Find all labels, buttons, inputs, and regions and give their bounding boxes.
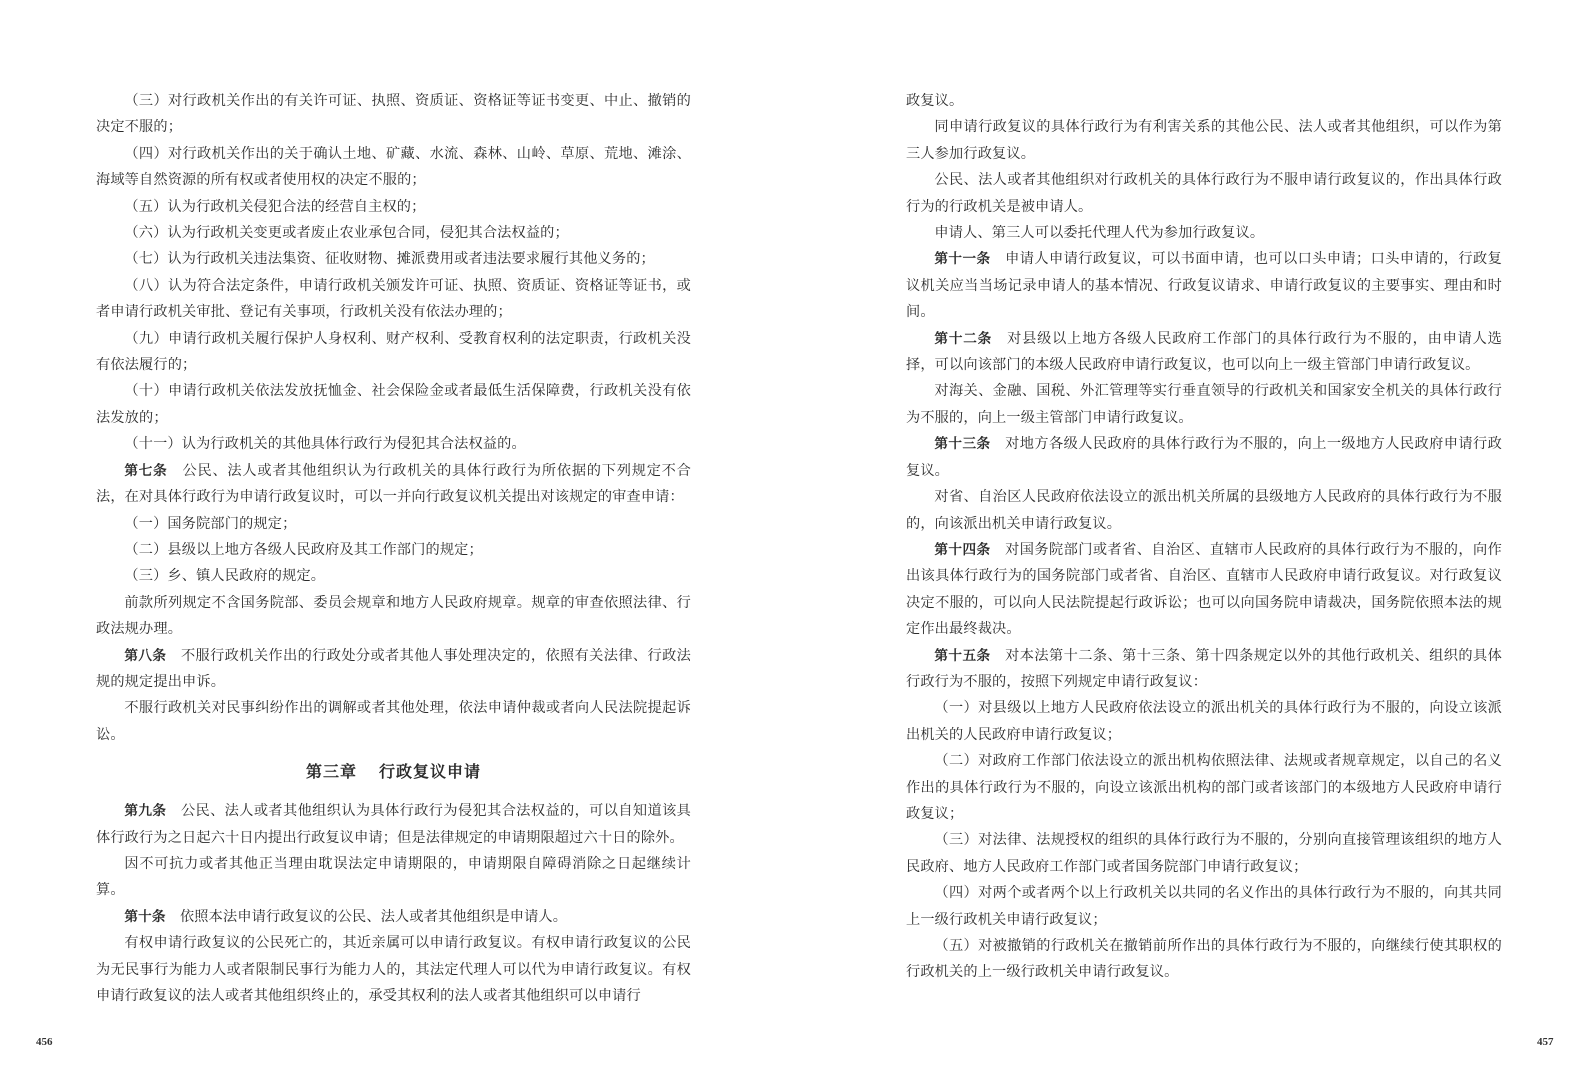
paragraph-text: 对海关、金融、国税、外汇管理等实行垂直领导的行政机关和国家安全机关的具体行政行为不服的，向上一级主管部门申请行政复议。 [906, 383, 1502, 426]
article-number: 第八条 [124, 647, 167, 664]
paragraph [96, 537, 691, 563]
paragraph-text: （十一）认为行政机关的其他具体行政行为侵犯其合法权益的。 [124, 436, 526, 453]
paragraph [96, 695, 691, 748]
right-page [906, 88, 1502, 986]
paragraph [906, 643, 1502, 696]
paragraph-text: 不服行政机关作出的行政处分或者其他人事处理决定的，依照有关法律、行政法规的规定提出申诉。 [96, 647, 692, 690]
article-number: 第七条 [124, 462, 168, 479]
paragraph-text: （一）国务院部门的规定； [124, 515, 297, 532]
paragraph-text: 对国务院部门或者省、自治区、直辖市人民政府的具体行政行为不服的，向作出该具体行政行为的国务院部门或者省、自治区、直辖市人民政府申请行政复议。对行政复议决定不服的，可以向人民法院提起行政诉讼；也可以向国务院申请裁决，国务院依照本法的规定作出最终裁决。 [906, 541, 1502, 638]
paragraph-text: （二）县级以上地方各级人民政府及其工作部门的规定； [124, 541, 483, 558]
paragraph [906, 933, 1502, 986]
paragraph [906, 695, 1502, 748]
paragraph-text: （九）申请行政机关履行保护人身权利、财产权利、受教育权利的法定职责，行政机关没有依法履行的； [96, 330, 691, 374]
article-number: 第十四条 [934, 541, 991, 558]
article-number: 第十三条 [934, 436, 991, 453]
paragraph [906, 827, 1502, 880]
paragraph-text: （十）申请行政机关依法发放抚恤金、社会保险金或者最低生活保障费，行政机关没有依法发放的； [96, 383, 691, 426]
paragraph-text: 公民、法人或者其他组织对行政机关的具体行政行为不服申请行政复议的，作出具体行政行为的行政机关是被申请人。 [906, 172, 1502, 215]
paragraph-text: （二）对政府工作部门依法设立的派出机构依照法律、法规或者规章规定，以自己的名义作出的具体行政行为不服的，向设立该派出机构的部门或者该部门的本级地方人民政府申请行政复议； [906, 753, 1502, 822]
paragraph-text: （四）对两个或者两个以上行政机关以共同的名义作出的具体行政行为不服的，向其共同上一级行政机关申请行政复议； [906, 885, 1502, 928]
paragraph-text: （四）对行政机关作出的关于确认土地、矿藏、水流、森林、山岭、草原、荒地、滩涂、海域等自然资源的所有权或者使用权的决定不服的； [96, 145, 691, 189]
paragraph-text: 对地方各级人民政府的具体行政行为不服的，向上一级地方人民政府申请行政复议。 [906, 436, 1502, 479]
paragraph [96, 378, 691, 431]
article-number: 第十五条 [934, 647, 991, 664]
paragraph [96, 798, 691, 851]
article-number: 第十二条 [934, 330, 993, 347]
chapter-title: 行政复议申请 [379, 762, 482, 782]
page-number-right: 457 [1537, 1036, 1554, 1048]
paragraph-text: （六）认为行政机关变更或者废止农业承包合同，侵犯其合法权益的； [124, 225, 569, 242]
paragraph-text: 对省、自治区人民政府依法设立的派出机关所属的县级地方人民政府的具体行政行为不服的，向该派出机关申请行政复议。 [906, 489, 1502, 532]
paragraph-text: 公民、法人或者其他组织认为具体行政行为侵犯其合法权益的，可以自知道该具体行政行为之日起六十日内提出行政复议申请；但是法律规定的申请期限超过六十日的除外。 [96, 803, 692, 846]
paragraph [906, 114, 1502, 167]
paragraph-text: （八）认为符合法定条件，申请行政机关颁发许可证、执照、资质证、资格证等证书，或者申请行政机关审批、登记有关事项，行政机关没有依法办理的； [96, 277, 691, 321]
paragraph-text: 对县级以上地方各级人民政府工作部门的具体行政行为不服的，由申请人选择，可以向该部门的本级人民政府申请行政复议，也可以向上一级主管部门申请行政复议。 [906, 330, 1502, 374]
paragraph [96, 326, 691, 379]
chapter-number: 第三章 [305, 762, 357, 782]
paragraph [96, 458, 691, 511]
paragraph-text: 申请人、第三人可以委托代理人代为参加行政复议。 [934, 225, 1265, 242]
paragraph [906, 378, 1502, 431]
paragraph [906, 537, 1502, 643]
paragraph [96, 194, 691, 220]
paragraph [906, 246, 1502, 325]
paragraph [96, 851, 691, 904]
article-number: 第十条 [124, 908, 166, 925]
left-body-part-1 [96, 88, 691, 748]
article-number: 第九条 [124, 803, 167, 820]
paragraph-text: （三）乡、镇人民政府的规定。 [124, 568, 326, 585]
paragraph-text: 申请人申请行政复议，可以书面申请，也可以口头申请；口头申请的，行政复议机关应当当场记录申请人的基本情况、行政复议请求、申请行政复议的主要事实、理由和时间。 [906, 251, 1502, 321]
paragraph [96, 141, 691, 194]
paragraph [906, 167, 1502, 220]
right-body [906, 88, 1502, 986]
paragraph-text: 同申请行政复议的具体行政行为有利害关系的其他公民、法人或者其他组织，可以作为第三人参加行政复议。 [906, 119, 1502, 162]
article-number: 第十一条 [934, 251, 991, 268]
paragraph [906, 88, 1502, 114]
paragraph-text: 公民、法人或者其他组织认为行政机关的具体行政行为所依据的下列规定不合法，在对具体行政行为申请行政复议时，可以一并向行政复议机关提出对该规定的审查申请： [96, 462, 691, 506]
paragraph [906, 431, 1502, 484]
paragraph-text: 不服行政机关对民事纠纷作出的调解或者其他处理，依法申请仲裁或者向人民法院提起诉讼。 [96, 700, 691, 743]
paragraph-text: 有权申请行政复议的公民死亡的，其近亲属可以申请行政复议。有权申请行政复议的公民为无民事行为能力人或者限制民事行为能力人的，其法定代理人可以代为申请行政复议。有权申请行政复议的法人或者其他组织终止的，承受其权利的法人或者其他组织可以申请行 [96, 935, 691, 1004]
paragraph [96, 563, 691, 589]
paragraph [96, 590, 691, 643]
paragraph [96, 643, 691, 696]
paragraph [96, 88, 691, 141]
page-number-left: 456 [36, 1036, 53, 1048]
paragraph-text: （五）认为行政机关侵犯合法的经营自主权的； [124, 198, 426, 215]
paragraph [906, 748, 1502, 827]
paragraph [906, 326, 1502, 379]
paragraph [906, 484, 1502, 537]
paragraph [96, 246, 691, 272]
paragraph-text: （一）对县级以上地方人民政府依法设立的派出机关的具体行政行为不服的，向设立该派出机关的人民政府申请行政复议； [906, 700, 1502, 743]
paragraph [96, 511, 691, 537]
chapter-heading [96, 758, 691, 786]
paragraph-text: 对本法第十二条、第十三条、第十四条规定以外的其他行政机关、组织的具体行政行为不服的，按照下列规定申请行政复议： [906, 647, 1502, 690]
paragraph [96, 904, 691, 930]
paragraph-text: （三）对法律、法规授权的组织的具体行政行为不服的，分别向直接管理该组织的地方人民政府、地方人民政府工作部门或者国务院部门申请行政复议； [906, 832, 1502, 875]
paragraph [96, 273, 691, 326]
paragraph-text: 政复议。 [906, 93, 964, 109]
paragraph-text: （五）对被撤销的行政机关在撤销前所作出的具体行政行为不服的，向继续行使其职权的行政机关的上一级行政机关申请行政复议。 [906, 938, 1502, 981]
paragraph [96, 930, 691, 1009]
paragraph-text: 依照本法申请行政复议的公民、法人或者其他组织是申请人。 [165, 908, 568, 925]
paragraph [906, 880, 1502, 933]
paragraph-text: 前款所列规定不含国务院部、委员会规章和地方人民政府规章。规章的审查依照法律、行政法规办理。 [96, 594, 691, 638]
left-page [96, 88, 691, 1009]
paragraph [906, 220, 1502, 246]
paragraph-text: （七）认为行政机关违法集资、征收财物、摊派费用或者违法要求履行其他义务的； [124, 251, 655, 268]
paragraph-text: （三）对行政机关作出的有关许可证、执照、资质证、资格证等证书变更、中止、撤销的决定不服的； [96, 93, 691, 136]
paragraph [96, 431, 691, 457]
left-body-part-2 [96, 798, 691, 1009]
paragraph-text: 因不可抗力或者其他正当理由耽误法定申请期限的，申请期限自障碍消除之日起继续计算。 [96, 855, 691, 899]
paragraph [96, 220, 691, 246]
